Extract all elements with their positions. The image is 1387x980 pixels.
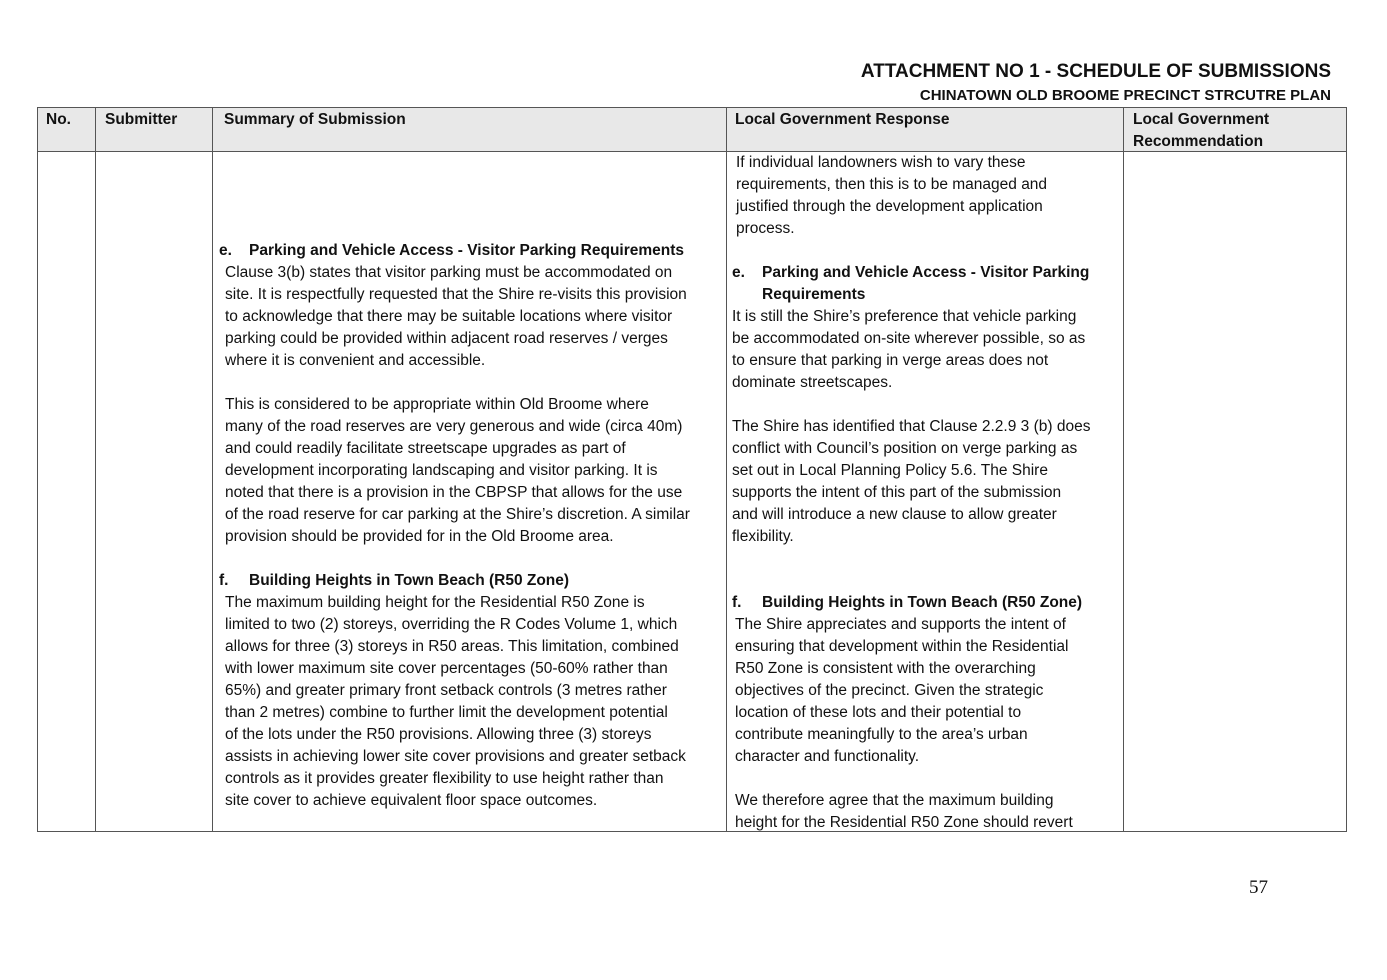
response-e-paragraph-2	[732, 416, 1120, 548]
header-submitter: Submitter	[105, 111, 178, 128]
header-summary: Summary of Submission	[224, 111, 406, 128]
text-line: noted that there is a provision in the CBPSP that allows for the use	[225, 484, 683, 501]
text-line: site. It is respectfully requested that the Shire re-visits this provision	[225, 286, 687, 303]
column-divider	[726, 107, 727, 832]
text-line: controls as it provides greater flexibility to use height rather than	[225, 770, 664, 787]
table-bottom-border	[37, 831, 1347, 832]
text-line: character and functionality.	[735, 748, 920, 765]
text-line: to acknowledge that there may be suitable locations where visitor	[225, 308, 673, 325]
document-subtitle: CHINATOWN OLD BROOME PRECINCT STRCUTRE PLAN	[919, 87, 1331, 104]
response-heading-e-letter: e.	[732, 264, 745, 281]
summary-cell	[219, 240, 724, 812]
text-line: and could readily facilitate streetscape upgrades as part of	[225, 440, 626, 457]
text-line: If individual landowners wish to vary these	[736, 154, 1026, 171]
text-line: flexibility.	[732, 528, 794, 545]
response-heading-f-text: Building Heights in Town Beach (R50 Zone)	[762, 594, 1083, 611]
summary-f-paragraph	[219, 592, 724, 812]
text-line: allows for three (3) storeys in R50 areas. This limitation, combined	[225, 638, 679, 655]
summary-e-paragraph-2	[219, 394, 724, 548]
text-line: requirements, then this is to be managed and	[736, 176, 1048, 193]
text-line: Clause 3(b) states that visitor parking must be accommodated on	[225, 264, 673, 281]
text-line: We therefore agree that the maximum building	[735, 792, 1054, 809]
text-line: conflict with Council’s position on verge parking as	[732, 440, 1078, 457]
text-line: parking could be provided within adjacent road reserves / verges	[225, 330, 668, 347]
text-line: many of the road reserves are very generous and wide (circa 40m)	[225, 418, 683, 435]
text-line: ensuring that development within the Residential	[735, 638, 1069, 655]
text-line: height for the Residential R50 Zone should revert	[735, 814, 1073, 831]
response-intro	[732, 152, 1120, 240]
column-divider	[95, 107, 96, 832]
text-line: set out in Local Planning Policy 5.6. The Shire	[732, 462, 1048, 479]
document-title: ATTACHMENT NO 1 - SCHEDULE OF SUBMISSIONS	[860, 61, 1331, 82]
text-line: supports the intent of this part of the submission	[732, 484, 1062, 501]
text-line: than 2 metres) combine to further limit the development potential	[225, 704, 668, 721]
response-f-paragraph-1	[732, 614, 1120, 768]
summary-heading-e	[219, 240, 724, 262]
text-line: of the road reserve for car parking at the Shire’s discretion. A similar	[225, 506, 690, 523]
response-e-paragraph-1	[732, 306, 1120, 394]
response-f-paragraph-2	[732, 790, 1120, 834]
text-line: This is considered to be appropriate within Old Broome where	[225, 396, 649, 413]
header-recommendation	[1133, 109, 1269, 153]
summary-heading-f-text: Building Heights in Town Beach (R50 Zone)	[249, 572, 570, 589]
header-no: No.	[46, 111, 71, 128]
text-line: The Shire appreciates and supports the intent of	[735, 616, 1066, 633]
column-divider	[212, 107, 213, 832]
text-line: R50 Zone is consistent with the overarching	[735, 660, 1036, 677]
text-line: and will introduce a new clause to allow greater	[732, 506, 1057, 523]
table-left-border	[37, 107, 38, 832]
text-line: where it is convenient and accessible.	[225, 352, 486, 369]
table-top-border	[37, 107, 1347, 108]
response-heading-e-line-2: Requirements	[762, 286, 866, 303]
text-line: limited to two (2) storeys, overriding the R Codes Volume 1, which	[225, 616, 678, 633]
header-response: Local Government Response	[735, 111, 950, 128]
text-line: site cover to achieve equivalent floor space outcomes.	[225, 792, 598, 809]
text-line: The Shire has identified that Clause 2.2.9 3 (b) does	[732, 418, 1091, 435]
summary-heading-f-letter: f.	[219, 572, 229, 589]
text-line: be accommodated on-site wherever possible, so as	[732, 330, 1086, 347]
text-line: assists in achieving lower site cover provisions and greater setback	[225, 748, 686, 765]
response-heading-e-line-1: Parking and Vehicle Access - Visitor Parking	[762, 264, 1090, 281]
text-line: of the lots under the R50 provisions. Allowing three (3) storeys	[225, 726, 652, 743]
text-line: objectives of the precinct. Given the strategic	[735, 682, 1044, 699]
text-line: dominate streetscapes.	[732, 374, 893, 391]
response-cell	[732, 152, 1120, 834]
text-line: to ensure that parking in verge areas does not	[732, 352, 1049, 369]
text-line: process.	[736, 220, 795, 237]
summary-heading-e-letter: e.	[219, 242, 232, 259]
response-heading-f	[732, 592, 1120, 614]
text-line: The maximum building height for the Residential R50 Zone is	[225, 594, 645, 611]
summary-heading-e-text: Parking and Vehicle Access - Visitor Parking Requirements	[249, 242, 685, 259]
text-line: provision should be provided for in the Old Broome area.	[225, 528, 614, 545]
text-line: location of these lots and their potential to	[735, 704, 1022, 721]
text-line: with lower maximum site cover percentages (50-60% rather than	[225, 660, 668, 677]
header-recommendation-line-1: Local Government	[1133, 111, 1270, 128]
table-right-border	[1346, 107, 1347, 832]
response-heading-e-text	[762, 262, 1089, 306]
response-heading-e	[732, 262, 1120, 306]
text-line: It is still the Shire’s preference that vehicle parking	[732, 308, 1077, 325]
submissions-table	[37, 107, 1347, 832]
column-divider	[1123, 107, 1124, 832]
response-heading-f-letter: f.	[732, 594, 742, 611]
text-line: justified through the development application	[736, 198, 1043, 215]
header-recommendation-line-2: Recommendation	[1133, 133, 1264, 150]
text-line: contribute meaningfully to the area’s urban	[735, 726, 1028, 743]
page-number: 57	[1249, 877, 1268, 898]
text-line: 65%) and greater primary front setback controls (3 metres rather	[225, 682, 667, 699]
summary-heading-f	[219, 570, 724, 592]
text-line: development incorporating landscaping and visitor parking. It is	[225, 462, 658, 479]
summary-e-paragraph-1	[219, 262, 724, 372]
